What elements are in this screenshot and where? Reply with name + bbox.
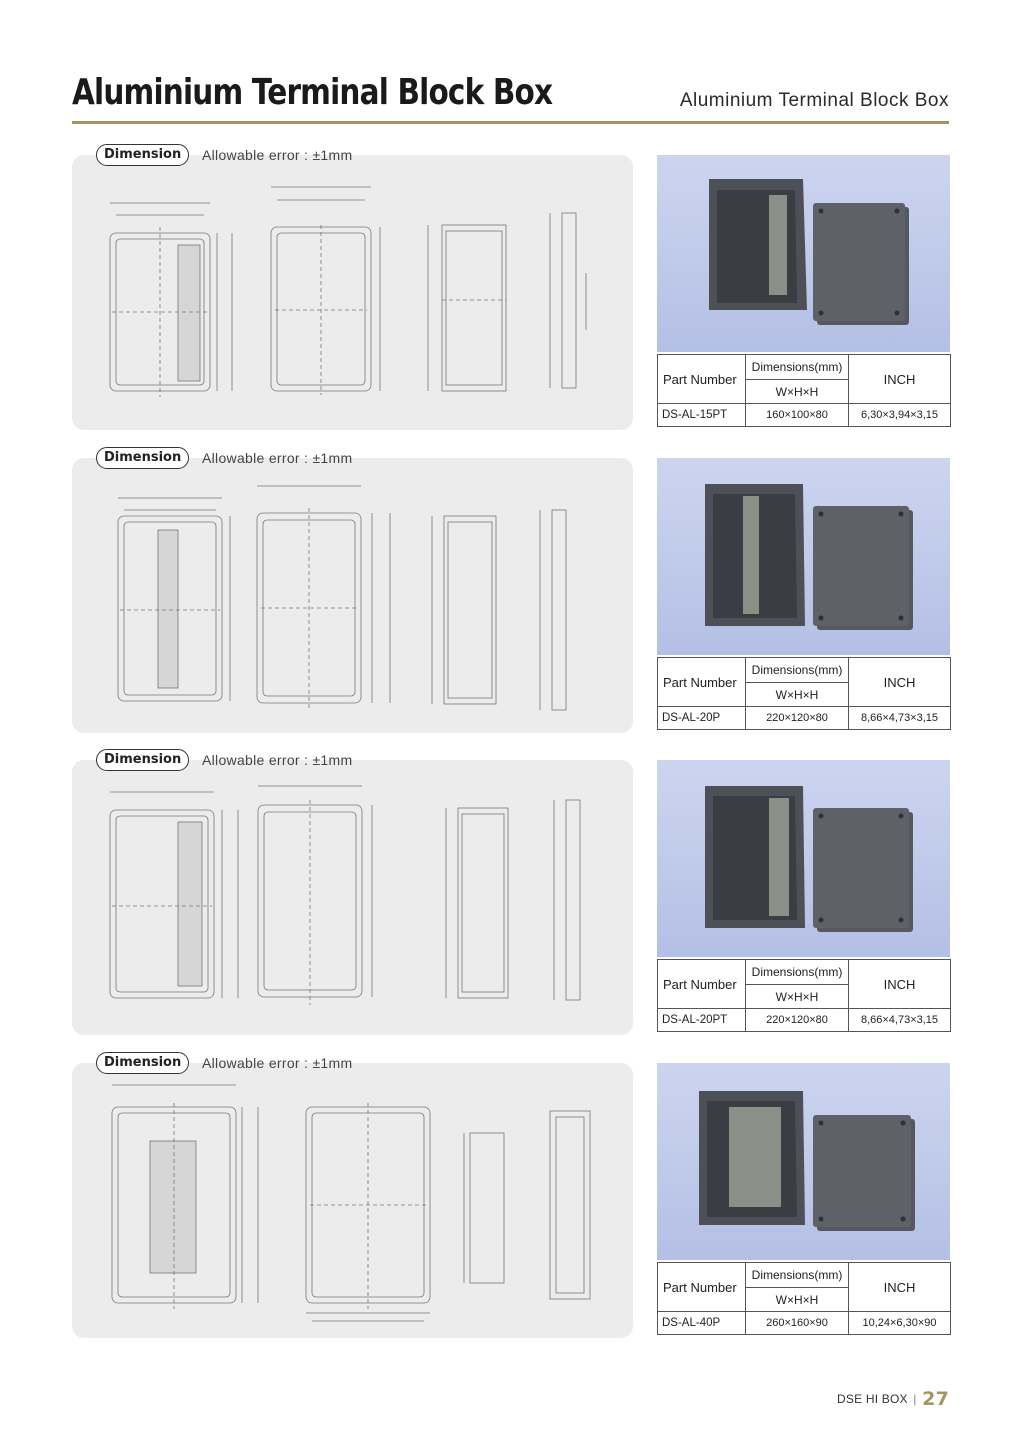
title-divider xyxy=(72,121,949,124)
part-number-cell: DS-AL-20P xyxy=(658,707,746,730)
front-view-with-terminals xyxy=(118,498,230,701)
dimensions-header: Dimensions(mm) xyxy=(746,658,849,683)
product-section-1 xyxy=(72,147,949,430)
part-number-header: Part Number xyxy=(658,658,746,707)
product-section-3 xyxy=(72,752,949,1035)
enclosure-photo xyxy=(657,155,950,352)
lid-side-view xyxy=(540,510,566,710)
lid-side-view xyxy=(554,800,580,1000)
dimensions-subheader: W×H×H xyxy=(746,1288,849,1312)
inch-header: INCH xyxy=(849,1263,951,1312)
technical-drawing-panel xyxy=(72,760,633,1035)
spec-table xyxy=(657,354,951,427)
spec-table xyxy=(657,959,951,1032)
allowable-error-note: Allowable error : ±1mm xyxy=(202,147,353,163)
lid-side-view xyxy=(550,213,586,388)
dimension-badge: Dimension xyxy=(96,144,189,166)
dimensions-header: Dimensions(mm) xyxy=(746,355,849,380)
technical-drawing-panel xyxy=(72,1063,633,1338)
inch-header: INCH xyxy=(849,355,951,404)
side-view xyxy=(432,516,496,704)
inside-view xyxy=(271,187,380,395)
inside-view xyxy=(306,1103,430,1321)
inside-view xyxy=(257,486,390,708)
footer-brand: DSE HI BOX xyxy=(837,1392,908,1406)
dimensions-subheader: W×H×H xyxy=(746,380,849,404)
inch-cell: 10,24×6,30×90 xyxy=(849,1312,951,1335)
footer-separator: | xyxy=(913,1392,917,1406)
page-number: 27 xyxy=(922,1388,949,1410)
part-number-cell: DS-AL-15PT xyxy=(658,404,746,427)
technical-drawing xyxy=(72,1063,633,1338)
product-photo xyxy=(657,760,950,957)
page-subtitle: Aluminium Terminal Block Box xyxy=(679,90,949,111)
part-number-header: Part Number xyxy=(658,355,746,404)
dimensions-subheader: W×H×H xyxy=(746,683,849,707)
dimensions-header: Dimensions(mm) xyxy=(746,1263,849,1288)
dimension-badge: Dimension xyxy=(96,749,189,771)
side-view xyxy=(464,1133,504,1283)
inside-view xyxy=(258,786,372,1005)
allowable-error-note: Allowable error : ±1mm xyxy=(202,450,353,466)
technical-drawing-panel xyxy=(72,458,633,733)
page-footer xyxy=(837,1388,949,1410)
part-number-header: Part Number xyxy=(658,960,746,1009)
front-view-with-terminals xyxy=(112,1085,258,1309)
product-photo xyxy=(657,458,950,655)
part-number-cell: DS-AL-40P xyxy=(658,1312,746,1335)
page-title: Aluminium Terminal Block Box xyxy=(72,72,553,113)
front-view-with-terminals xyxy=(110,792,238,998)
product-photo xyxy=(657,155,950,352)
technical-drawing-panel xyxy=(72,155,633,430)
side-view xyxy=(428,225,506,391)
part-number-header: Part Number xyxy=(658,1263,746,1312)
technical-drawing xyxy=(72,155,633,430)
dimensions-cell: 160×100×80 xyxy=(746,404,849,427)
inch-cell: 8,66×4,73×3,15 xyxy=(849,1009,951,1032)
inch-cell: 6,30×3,94×3,15 xyxy=(849,404,951,427)
dimension-badge: Dimension xyxy=(96,1052,189,1074)
technical-drawing xyxy=(72,458,633,733)
side-view xyxy=(446,808,508,998)
dimensions-subheader: W×H×H xyxy=(746,985,849,1009)
enclosure-photo xyxy=(657,1063,950,1260)
product-photo xyxy=(657,1063,950,1260)
part-number-cell: DS-AL-20PT xyxy=(658,1009,746,1032)
technical-drawing xyxy=(72,760,633,1035)
inch-header: INCH xyxy=(849,960,951,1009)
allowable-error-note: Allowable error : ±1mm xyxy=(202,1055,353,1071)
product-section-4 xyxy=(72,1055,949,1338)
allowable-error-note: Allowable error : ±1mm xyxy=(202,752,353,768)
dimensions-header: Dimensions(mm) xyxy=(746,960,849,985)
spec-table xyxy=(657,657,951,730)
dimensions-cell: 220×120×80 xyxy=(746,707,849,730)
enclosure-photo xyxy=(657,760,950,957)
product-section-2 xyxy=(72,450,949,733)
inch-header: INCH xyxy=(849,658,951,707)
spec-table xyxy=(657,1262,951,1335)
dimensions-cell: 220×120×80 xyxy=(746,1009,849,1032)
dimensions-cell: 260×160×90 xyxy=(746,1312,849,1335)
dimension-badge: Dimension xyxy=(96,447,189,469)
lid-side-view xyxy=(550,1111,590,1299)
enclosure-photo xyxy=(657,458,950,655)
front-view-with-terminals xyxy=(110,203,232,397)
inch-cell: 8,66×4,73×3,15 xyxy=(849,707,951,730)
